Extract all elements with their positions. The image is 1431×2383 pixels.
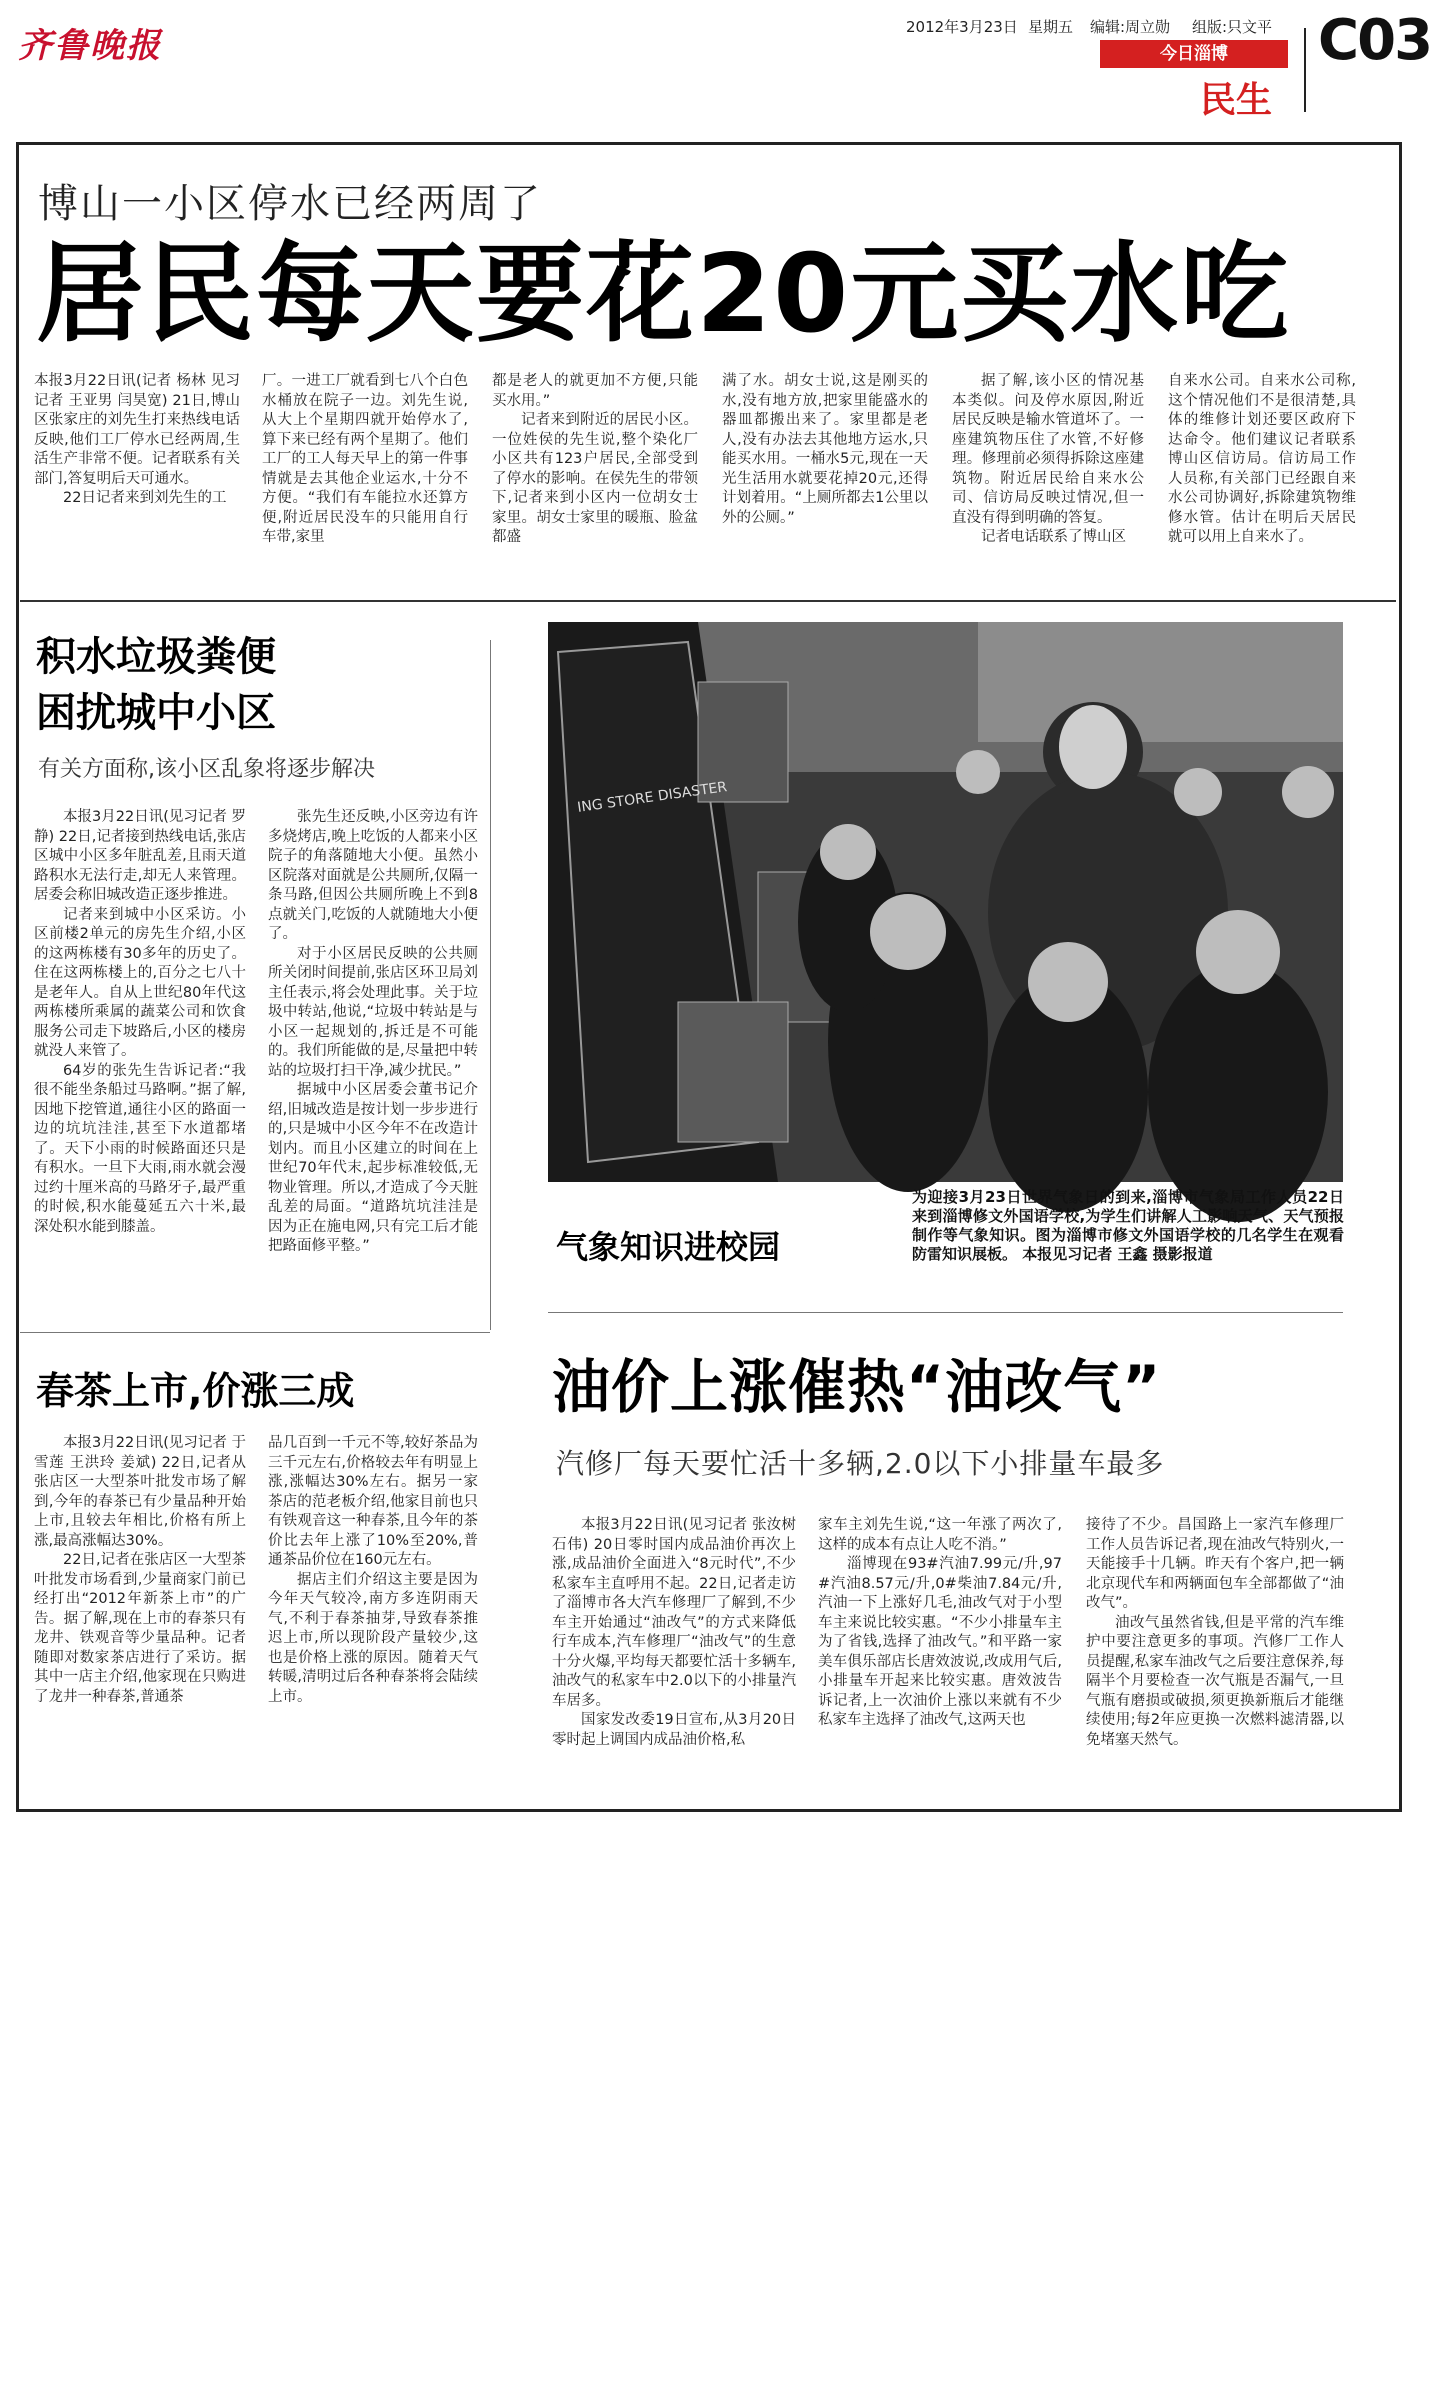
story4-subhead: 汽修厂每天要忙活十多辆,2.0以下小排量车最多 bbox=[556, 1447, 1165, 1480]
editor-credit: 编辑:周立勋 bbox=[1090, 18, 1171, 36]
news-photo bbox=[548, 622, 1343, 1182]
designer-credit: 组版:只文平 bbox=[1192, 18, 1273, 36]
story2-headline-line2: 困扰城中小区 bbox=[36, 690, 276, 736]
story2-col2-p2: 对于小区居民反映的公共厕所关闭时间提前,张店区环卫局刘主任表示,将会处理此事。关于垃圾中转站,他说,“垃圾中转站是与小区一起规划的,拆迁是不可能的。我们所能做的是,尽量把中转站的垃圾打扫干净,减少扰民。” bbox=[268, 945, 478, 1079]
story3-col2-p2: 据店主们介绍这主要是因为今年天气较冷,南方多连阴雨天气,不利于春茶抽芽,导致春茶推迟上市,所以现阶段产量较少,这也是价格上涨的原因。随着天气转暖,清明过后各种春茶将会陆续上市。 bbox=[268, 1571, 478, 1705]
divider-photo bbox=[548, 1312, 1343, 1313]
story3-headline: 春茶上市,价涨三成 bbox=[36, 1369, 355, 1413]
story3-column-1 bbox=[34, 1434, 246, 1786]
story2-column-1 bbox=[34, 808, 246, 1320]
story2-col2-p1: 张先生还反映,小区旁边有许多烧烤店,晚上吃饭的人都来小区院子的角落随地大小便。虽然小区院落对面就是公共厕所,仅隔一条马路,但因公共厕所晚上不到8点就关门,吃饭的人就随地大小便了。 bbox=[268, 809, 478, 942]
story1-col5-p2: 记者电话联系了博山区 bbox=[981, 529, 1126, 545]
board-text: ING STORE DISASTER bbox=[576, 779, 729, 816]
story1-column-5 bbox=[952, 372, 1144, 590]
story3-col2-p1: 品几百到一千元不等,较好茶品为三千元左右,价格较去年有明显上涨,涨幅达30%左右。据另一家茶店的范老板介绍,他家目前也只有铁观音这一种春茶,且今年的茶价比去年上涨了10%至20%,普通茶品价位在160元左右。 bbox=[268, 1435, 478, 1568]
section-name: 民生 bbox=[1200, 80, 1273, 121]
story1-column-4 bbox=[722, 372, 928, 590]
story4-headline: 油价上涨催热“油改气” bbox=[552, 1353, 1162, 1421]
story2-col1-p1: 本报3月22日讯(见习记者 罗静) 22日,记者接到热线电话,张店区城中小区多年脏乱差,且雨天道路积水无法行走,却无人来管理。居委会称旧城改造正逐步推进。 bbox=[34, 809, 246, 903]
story1-kicker: 博山一小区停水已经两周了 bbox=[38, 181, 542, 227]
story4-col1-p1: 本报3月22日讯(见习记者 张汝树 石伟) 20日零时国内成品油价再次上涨,成品油价全面进入“8元时代”,不少私家车主直呼用不起。22日,记者走访了淄博市各大汽车修理厂了解到,不少车主开始通过“油改气”的方式来降低行车成本,汽车修理厂“油改气”的生意十分火爆,平均每天都要忙活十多辆车,油改气的私家车中2.0以下的小排量汽车居多。 bbox=[552, 1517, 796, 1709]
photo-caption: 为迎接3月23日世界气象日的到来,淄博市气象局工作人员22日来到淄博修文外国语学校,为学生们讲解人工影响天气、天气预报制作等气象知识。图为淄博市修文外国语学校的几名学生在观看防雷知识展板。 本报见习记者 王鑫 摄影报道 bbox=[912, 1188, 1344, 1263]
photo-illustration bbox=[548, 622, 1343, 1182]
photo-title: 气象知识进校园 bbox=[556, 1228, 781, 1266]
story2-column-2 bbox=[268, 808, 478, 1320]
story2-right-rule bbox=[490, 640, 491, 1330]
story1-col1-p2: 22日记者来到刘先生的工 bbox=[63, 490, 227, 506]
story1-col3-p1: 都是老人的就更加不方便,只能买水用。” bbox=[492, 373, 698, 409]
story2-col1-p2: 记者来到城中小区采访。小区前楼2单元的房先生介绍,小区的这两栋楼有30多年的历史了。住在这两栋楼上的,百分之七八十是老年人。自从上世纪80年代这两栋楼所乘属的蔬菜公司和饮食服务公司走下坡路后,小区的楼房就没人来管了。 bbox=[34, 906, 246, 1059]
story2-subhead: 有关方面称,该小区乱象将逐步解决 bbox=[38, 757, 375, 782]
story1-col5-p1: 据了解,该小区的情况基本类似。问及停水原因,附近居民反映是输水管道坏了。一座建筑物压住了水管,不好修理。修理前必须得拆除这座建筑物。附近居民给自来水公司、信访局反映过情况,但一直没有得到明确的答复。 bbox=[952, 373, 1144, 526]
story4-column-1 bbox=[552, 1516, 796, 1792]
story4-col3-p1: 接待了不少。昌国路上一家汽车修理厂工作人员告诉记者,现在油改气特别火,一天能接手十几辆。昨天有个客户,把一辆北京现代车和两辆面包车全部都做了“油改气”。 bbox=[1086, 1517, 1344, 1611]
story2-col1-p3: 64岁的张先生告诉记者:“我很不能坐条船过马路啊。”据了解,因地下挖管道,通往小区的路面一边的坑坑洼洼,甚至下水道都堵了。天下小雨的时候路面还只是有积水。一旦下大雨,雨水就会漫过约十厘米高的马路牙子,最严重的时候,积水能蔓延五六十米,最深处积水能到膝盖。 bbox=[34, 1062, 246, 1235]
story1-column-1 bbox=[34, 372, 240, 590]
story1-col6-p1: 自来水公司。自来水公司称,这个情况他们不是很清楚,具体的维修计划还要区政府下达命令。他们建议记者联系博山区信访局。信访局工作人员称,有关部门已经跟自来水公司协调好,拆除建筑物维修水管。估计在明后天居民就可以用上自来水了。 bbox=[1168, 373, 1356, 545]
story3-col1-p1: 本报3月22日讯(见习记者 于雪莲 王洪玲 姜斌) 22日,记者从张店区一大型茶叶批发市场了解到,今年的春茶已有少量品种开始上市,且较去年相比,价格有所上涨,最高涨幅达30%。 bbox=[34, 1435, 246, 1549]
page-number: C03 bbox=[1318, 8, 1431, 73]
story1-headline: 居民每天要花20元买水吃 bbox=[36, 232, 1291, 357]
story1-column-3 bbox=[492, 372, 698, 590]
story4-col2-p2: 淄博现在93#汽油7.99元/升,97#汽油8.57元/升,0#柴油7.84元/升,汽油一下上涨好几毛,油改气对于小型车主来说比较实惠。“不少小排量车主为了省钱,选择了油改气。”和平路一家美车俱乐部店长唐效波说,改成用气后,小排量车开起来比较实惠。唐效波告诉记者,上一次油价上涨以来就有不少私家车主选择了油改气,这两天也 bbox=[818, 1556, 1062, 1728]
story1-col2-p1: 厂。一进工厂就看到七八个白色水桶放在院子一边。刘先生说,从大上个星期四就开始停水了,算下来已经有两个星期了。他们工厂的工人每天早上的第一件事情就是去其他企业运水,十分不方便。“我们有车能拉水还算方便,附近居民没车的只能用自行车带,家里 bbox=[262, 373, 468, 545]
story1-column-6 bbox=[1168, 372, 1356, 590]
story2-headline-line1: 积水垃圾粪便 bbox=[36, 634, 276, 680]
story3-col1-p2: 22日,记者在张店区一大型茶叶批发市场看到,少量商家门前已经打出“2012年新茶上市”的广告。据了解,现在上市的春茶只有龙井、铁观音等少量品种。记者随即对数家茶店进行了采访。据其中一店主介绍,他家现在只购进了龙井一种春茶,普通茶 bbox=[34, 1552, 246, 1705]
section-tag: 今日淄博 bbox=[1100, 40, 1288, 68]
issue-date: 2012年3月23日 bbox=[906, 18, 1018, 36]
newspaper-logo: 齐鲁晚报 bbox=[18, 26, 162, 66]
story3-column-2 bbox=[268, 1434, 478, 1786]
story4-col1-p2: 国家发改委19日宣布,从3月20日零时起上调国内成品油价格,私 bbox=[552, 1712, 796, 1748]
story1-column-2 bbox=[262, 372, 468, 590]
divider-story1 bbox=[20, 600, 1396, 602]
story1-col4-p1: 满了水。胡女士说,这是刚买的水,没有地方放,把家里能盛水的器皿都搬出来了。家里都是老人,没有办法去其他地方运水,只能买水用。一桶水5元,现在一天光生活用水就要花掉20元,还得计划着用。“上厕所都去1公里以外的公厕。” bbox=[722, 373, 928, 526]
story4-col3-p2: 油改气虽然省钱,但是平常的汽车维护中要注意更多的事项。汽修厂工作人员提醒,私家车油改气之后要注意保养,每隔半个月要检查一次气瓶是否漏气,一旦气瓶有磨损或破损,须更换新瓶后才能继续使用;每2年应更换一次燃料滤清器,以免堵塞天然气。 bbox=[1086, 1614, 1344, 1748]
story1-col1-p1: 本报3月22日讯(记者 杨林 见习记者 王亚男 闫昊宽) 21日,博山区张家庄的刘先生打来热线电话反映,他们工厂停水已经两周,生活生产非常不便。记者联系有关部门,答复明后天可通水。 bbox=[34, 373, 240, 487]
story1-col3-p2: 记者来到附近的居民小区。一位姓侯的先生说,整个染化厂小区共有123户居民,全部受到了停水的影响。在侯先生的带领下,记者来到小区内一位胡女士家里。胡女士家里的暖瓶、脸盆都盛 bbox=[492, 412, 698, 545]
issue-weekday: 星期五 bbox=[1028, 18, 1074, 36]
story4-col2-p1: 家车主刘先生说,“这一年涨了两次了,这样的成本有点让人吃不消。” bbox=[818, 1517, 1062, 1553]
story2-col2-p3: 据城中小区居委会董书记介绍,旧城改造是按计划一步步进行的,只是城中小区今年不在改造计划内。而且小区建立的时间在上世纪70年代末,起步标准较低,无物业管理。所以,才造成了今天脏乱差的局面。“道路坑坑洼洼是因为正在施电网,只有完工后才能把路面修平整。” bbox=[268, 1082, 478, 1254]
masthead-divider bbox=[1304, 28, 1306, 112]
story4-column-3 bbox=[1086, 1516, 1344, 1792]
story4-column-2 bbox=[818, 1516, 1062, 1792]
divider-story2 bbox=[20, 1332, 490, 1333]
